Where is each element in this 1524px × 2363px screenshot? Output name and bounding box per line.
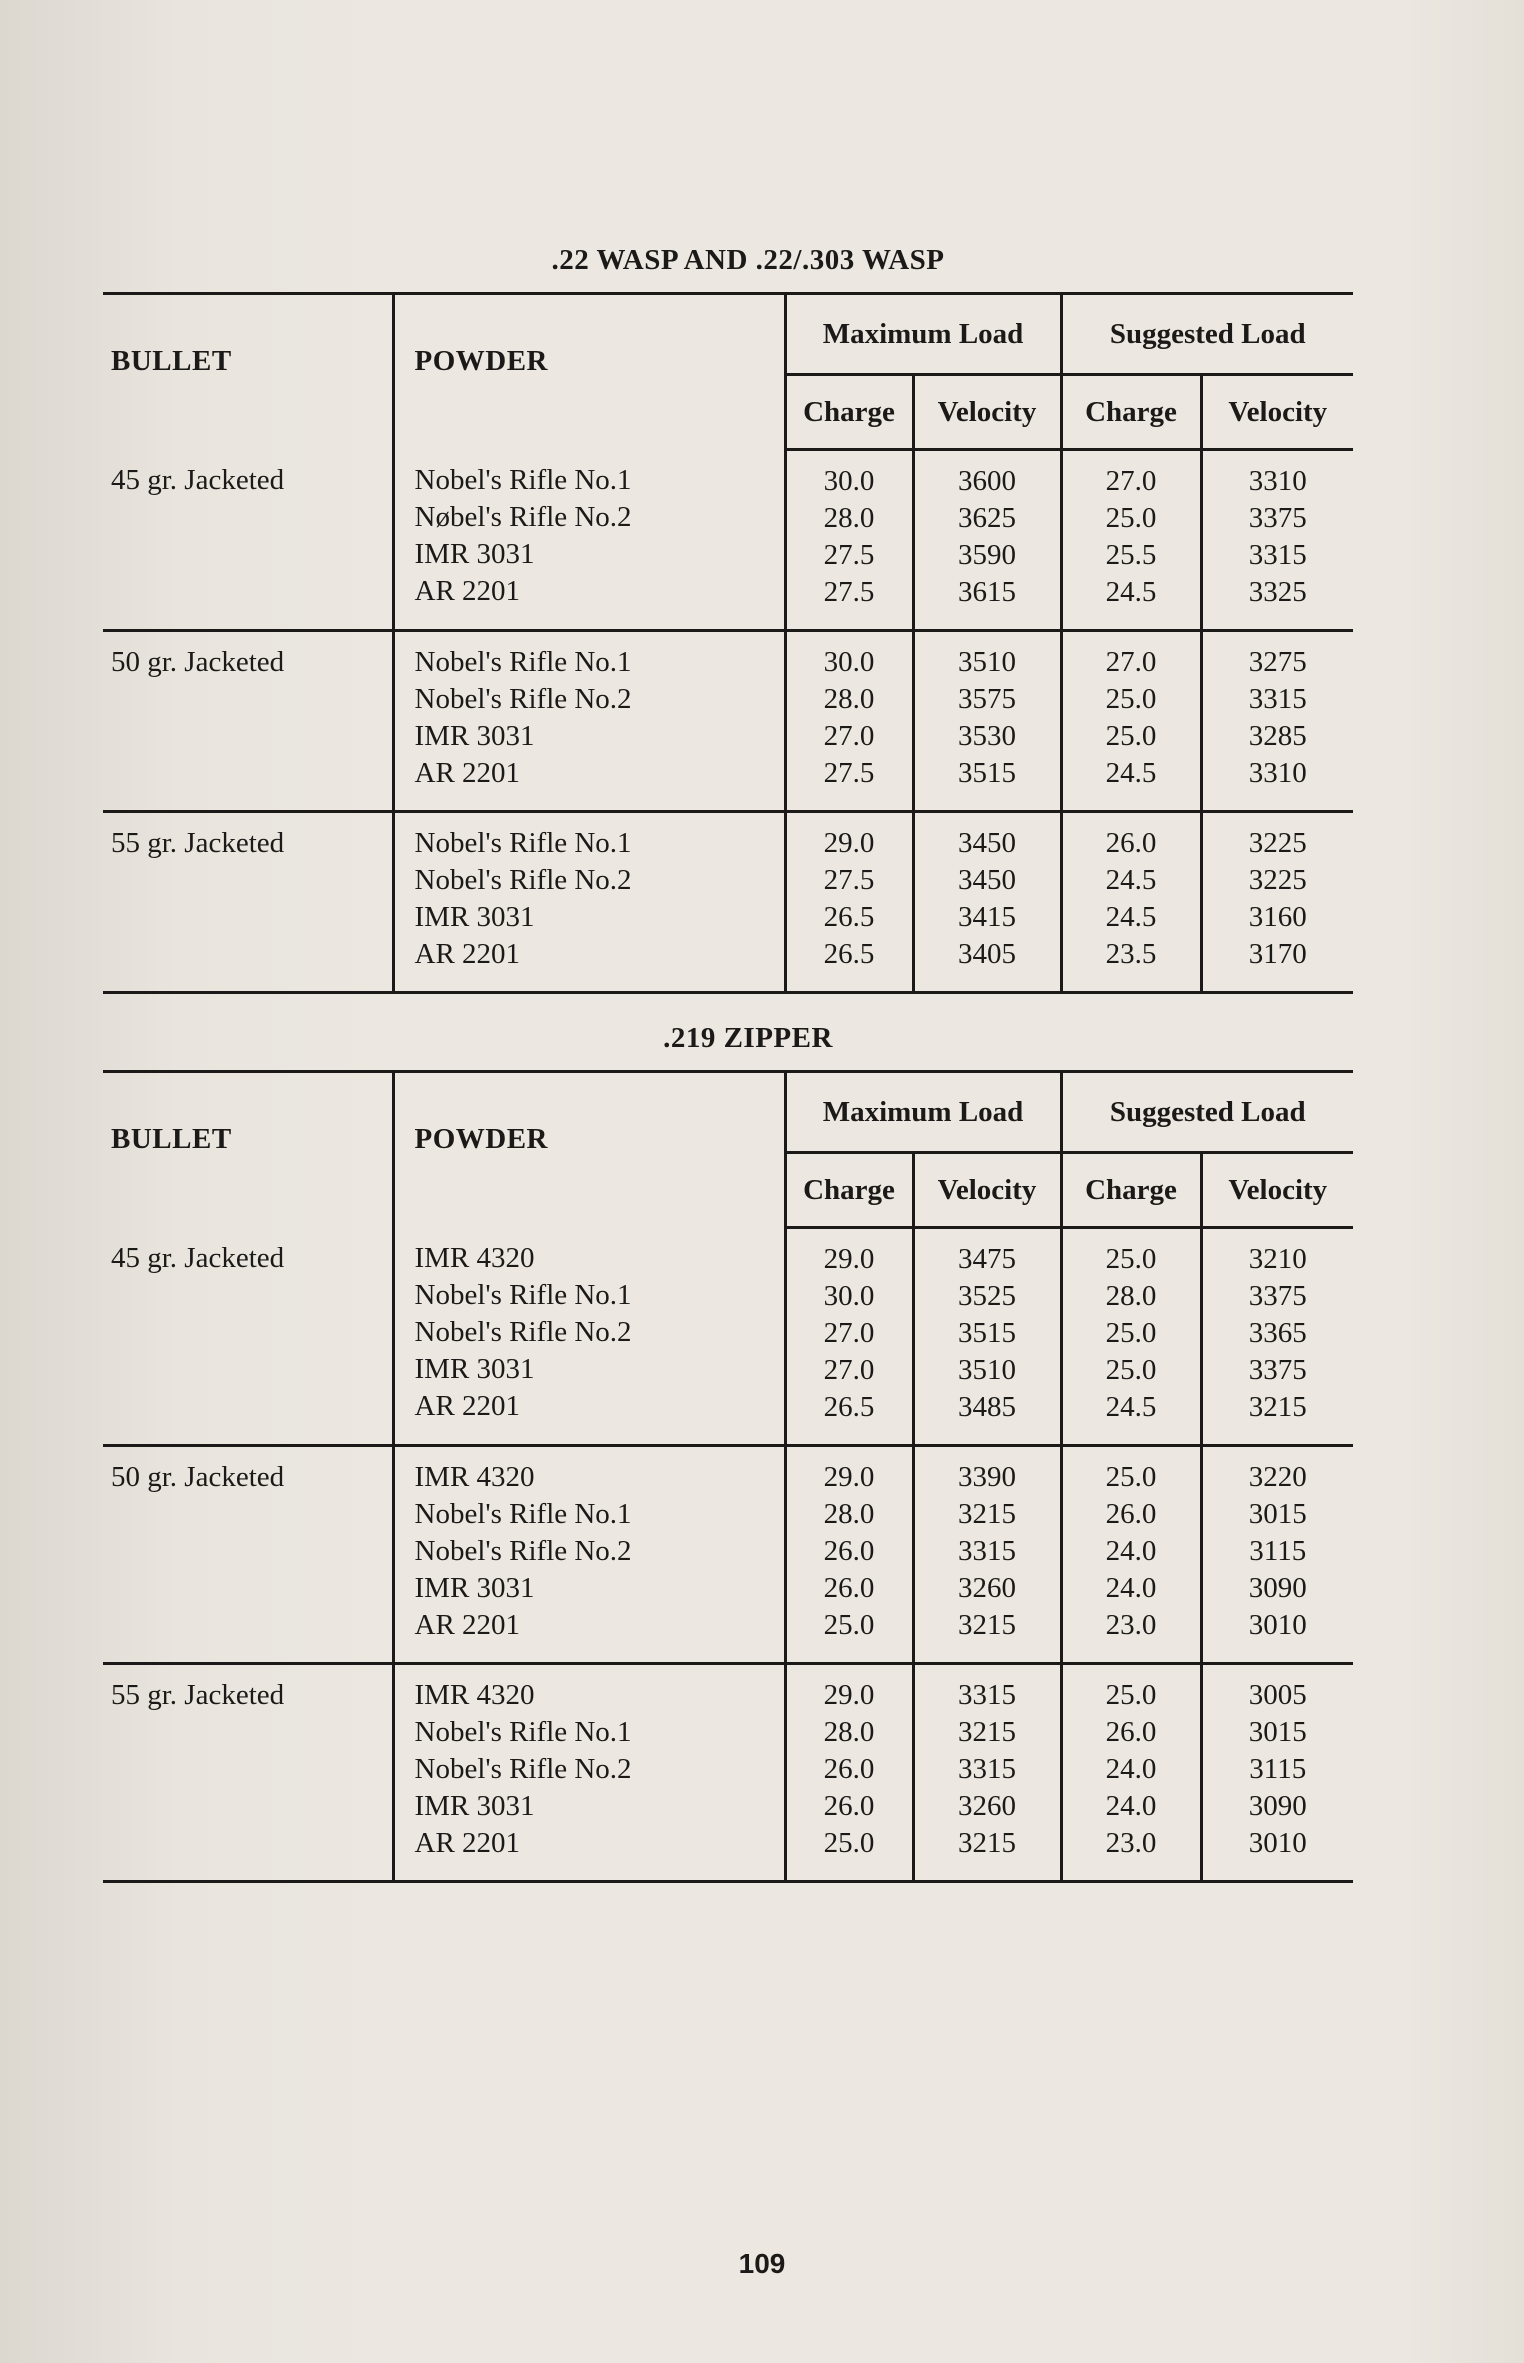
powder-cell: [393, 631, 785, 812]
suggested-charge-value: 24.0: [1105, 1572, 1157, 1604]
max-charge-value: 28.0: [823, 1716, 875, 1748]
powder-value: AR 2201: [414, 574, 521, 607]
max-velocity-value: 3515: [958, 757, 1016, 789]
suggested-charge-value: 24.5: [1105, 864, 1157, 896]
max-charge-header: Charge: [785, 1153, 913, 1228]
suggested-velocity-value: 3225: [1248, 864, 1307, 896]
suggested-velocity-value: 3310: [1248, 465, 1307, 497]
suggested-charge-cell: [1061, 1446, 1201, 1664]
suggested-velocity-value: 3010: [1248, 1609, 1307, 1641]
table-row: [103, 450, 1353, 631]
powder-cell: [393, 1228, 785, 1446]
suggested-charge-value: 26.0: [1105, 827, 1157, 859]
suggested-charge-cell: [1061, 631, 1201, 812]
bullet-cell: [103, 1446, 393, 1664]
suggested-charge-value: 25.0: [1105, 720, 1157, 752]
max-velocity-value: 3485: [958, 1391, 1016, 1423]
table-row: [103, 1664, 1353, 1882]
max-velocity-value: 3450: [958, 864, 1016, 896]
max-charge-value: 28.0: [823, 502, 875, 534]
page-number: 109: [738, 2248, 786, 2279]
powder-cell: [393, 1446, 785, 1664]
max-velocity-cell: [913, 1664, 1061, 1882]
suggested-charge-value: 26.0: [1105, 1498, 1157, 1530]
powder-cell: [393, 1664, 785, 1882]
powder-value: Nobel's Rifle No.1: [414, 1278, 632, 1311]
suggested-charge-value: 25.0: [1105, 1317, 1157, 1349]
load-table-section: [103, 240, 1353, 994]
max-velocity-value: 3215: [958, 1827, 1016, 1859]
suggested-charge-value: 24.0: [1105, 1535, 1157, 1567]
suggested-velocity-value: 3375: [1248, 1280, 1307, 1312]
suggested-velocity-value: 3225: [1248, 827, 1307, 859]
max-velocity-value: 3260: [958, 1572, 1016, 1604]
suggested-velocity-value: 3015: [1248, 1498, 1307, 1530]
max-charge-value: 27.5: [823, 864, 875, 896]
max-charge-value: 25.0: [823, 1609, 875, 1641]
powder-value: Nobel's Rifle No.1: [414, 1498, 632, 1530]
suggested-charge-value: 26.0: [1105, 1716, 1157, 1748]
bullet-label: 50 gr. Jacketed: [111, 646, 285, 678]
max-velocity-value: 3510: [958, 646, 1016, 678]
powder-value: Nobel's Rifle No.1: [414, 1716, 632, 1748]
suggested-velocity-value: 3285: [1248, 720, 1307, 752]
max-charge-value: 30.0: [823, 1280, 875, 1312]
powder-value: Nobel's Rifle No.2: [414, 864, 632, 896]
suggested-velocity-cell: [1201, 1228, 1353, 1446]
max-velocity-value: 3590: [958, 539, 1016, 571]
suggested-charge-value: 24.5: [1105, 1391, 1157, 1423]
max-velocity-cell: [913, 450, 1061, 631]
suggested-charge-value: 24.5: [1105, 757, 1157, 789]
suggested-velocity-value: 3090: [1248, 1790, 1307, 1822]
maximum-load-header: Maximum Load: [785, 294, 1061, 375]
powder-value: IMR 3031: [414, 1572, 535, 1604]
max-velocity-value: 3215: [958, 1498, 1016, 1530]
max-velocity-value: 3415: [958, 901, 1016, 933]
suggested-velocity-value: 3210: [1248, 1243, 1307, 1275]
suggested-charge-value: 27.0: [1105, 465, 1157, 497]
suggested-velocity-value: 3160: [1248, 901, 1307, 933]
load-data-table: [103, 292, 1353, 994]
bullet-label: 45 gr. Jacketed: [111, 1241, 285, 1274]
suggested-charge-value: 24.0: [1105, 1790, 1157, 1822]
suggested-velocity-value: 3005: [1248, 1679, 1307, 1711]
powder-column-header: POWDER: [393, 1072, 785, 1228]
powder-value: Nobel's Rifle No.2: [414, 683, 632, 715]
table-row: [103, 631, 1353, 812]
max-velocity-value: 3625: [958, 502, 1016, 534]
bullet-column-header: BULLET: [111, 1122, 232, 1155]
suggested-charge-value: 23.0: [1105, 1609, 1157, 1641]
powder-value: Nobel's Rifle No.1: [414, 463, 632, 496]
max-velocity-value: 3215: [958, 1609, 1016, 1641]
suggested-velocity-value: 3090: [1248, 1572, 1307, 1604]
suggested-charge-cell: [1061, 812, 1201, 993]
suggested-velocity-cell: [1201, 1664, 1353, 1882]
max-velocity-header: Velocity: [913, 1153, 1061, 1228]
suggested-velocity-value: 3115: [1249, 1535, 1307, 1567]
max-charge-value: 26.0: [823, 1790, 875, 1822]
suggested-charge-value: 24.5: [1105, 901, 1157, 933]
max-charge-value: 26.5: [823, 1391, 875, 1423]
suggested-charge-header: Charge: [1061, 375, 1201, 450]
max-velocity-value: 3600: [958, 465, 1016, 497]
max-charge-value: 27.0: [823, 1317, 875, 1349]
section-title: .22 WASP AND .22/.303 WASP: [551, 244, 945, 276]
suggested-velocity-value: 3325: [1248, 576, 1307, 608]
powder-cell: [393, 450, 785, 631]
suggested-velocity-header: Velocity: [1201, 375, 1353, 450]
max-charge-value: 27.0: [823, 1354, 875, 1386]
bullet-label: 45 gr. Jacketed: [111, 463, 285, 496]
suggested-velocity-value: 3315: [1248, 683, 1307, 715]
max-velocity-value: 3525: [958, 1280, 1016, 1312]
powder-value: AR 2201: [414, 757, 521, 789]
max-charge-value: 29.0: [823, 1243, 875, 1275]
max-charge-value: 28.0: [823, 1498, 875, 1530]
max-charge-value: 27.5: [823, 757, 875, 789]
max-velocity-cell: [913, 812, 1061, 993]
suggested-velocity-cell: [1201, 450, 1353, 631]
max-charge-value: 26.5: [823, 901, 875, 933]
max-charge-cell: [785, 1228, 913, 1446]
suggested-velocity-value: 3310: [1248, 757, 1307, 789]
max-velocity-cell: [913, 1228, 1061, 1446]
max-charge-value: 29.0: [823, 827, 875, 859]
bullet-label: 55 gr. Jacketed: [111, 827, 285, 859]
suggested-load-header: Suggested Load: [1061, 1072, 1353, 1153]
bullet-cell: [103, 631, 393, 812]
powder-value: Nøbel's Rifle No.2: [414, 500, 632, 533]
bullet-column-header: BULLET: [111, 344, 232, 377]
max-charge-cell: [785, 812, 913, 993]
max-velocity-value: 3475: [958, 1243, 1016, 1275]
max-velocity-value: 3315: [958, 1679, 1016, 1711]
max-velocity-value: 3575: [958, 683, 1016, 715]
bullet-cell: [103, 1664, 393, 1882]
max-charge-value: 27.5: [823, 539, 875, 571]
suggested-velocity-value: 3365: [1248, 1317, 1307, 1349]
powder-value: IMR 3031: [414, 537, 535, 570]
max-charge-value: 26.0: [823, 1572, 875, 1604]
suggested-charge-value: 25.0: [1105, 1243, 1157, 1275]
load-data-table: [103, 1070, 1353, 1883]
suggested-charge-header: Charge: [1061, 1153, 1201, 1228]
powder-value: IMR 3031: [414, 1790, 535, 1822]
suggested-charge-cell: [1061, 1664, 1201, 1882]
powder-value: AR 2201: [414, 938, 521, 970]
powder-value: IMR 4320: [414, 1241, 535, 1274]
powder-value: IMR 4320: [414, 1461, 535, 1493]
max-velocity-value: 3215: [958, 1716, 1016, 1748]
suggested-velocity-value: 3220: [1248, 1461, 1307, 1493]
max-velocity-value: 3390: [958, 1461, 1016, 1493]
max-charge-value: 28.0: [823, 683, 875, 715]
table-row: [103, 812, 1353, 993]
max-charge-value: 26.0: [823, 1535, 875, 1567]
section-title: .219 ZIPPER: [663, 1022, 833, 1054]
suggested-charge-value: 25.0: [1105, 1679, 1157, 1711]
table-row: [103, 1446, 1353, 1664]
max-velocity-value: 3260: [958, 1790, 1016, 1822]
max-charge-value: 27.5: [823, 576, 875, 608]
suggested-velocity-value: 3115: [1249, 1753, 1307, 1785]
max-charge-value: 25.0: [823, 1827, 875, 1859]
max-velocity-value: 3315: [958, 1535, 1016, 1567]
max-velocity-value: 3315: [958, 1753, 1016, 1785]
suggested-velocity-value: 3315: [1248, 539, 1307, 571]
max-charge-value: 29.0: [823, 1461, 875, 1493]
bullet-cell: [103, 450, 393, 631]
powder-value: IMR 4320: [414, 1679, 535, 1711]
suggested-charge-value: 23.5: [1105, 938, 1157, 970]
suggested-charge-cell: [1061, 1228, 1201, 1446]
suggested-velocity-header: Velocity: [1201, 1153, 1353, 1228]
max-charge-cell: [785, 450, 913, 631]
suggested-charge-value: 25.0: [1105, 683, 1157, 715]
suggested-charge-value: 23.0: [1105, 1827, 1157, 1859]
powder-value: Nobel's Rifle No.1: [414, 827, 632, 859]
powder-value: IMR 3031: [414, 901, 535, 933]
max-charge-value: 27.0: [823, 720, 875, 752]
max-velocity-value: 3530: [958, 720, 1016, 752]
table-row: [103, 1228, 1353, 1446]
suggested-velocity-cell: [1201, 631, 1353, 812]
max-velocity-value: 3615: [958, 576, 1016, 608]
powder-cell: [393, 812, 785, 993]
suggested-load-header: Suggested Load: [1061, 294, 1353, 375]
max-charge-value: 30.0: [823, 646, 875, 678]
max-charge-cell: [785, 1446, 913, 1664]
load-table-section: [103, 1018, 1353, 1883]
suggested-velocity-cell: [1201, 812, 1353, 993]
powder-value: Nobel's Rifle No.2: [414, 1315, 632, 1348]
max-velocity-value: 3515: [958, 1317, 1016, 1349]
max-charge-cell: [785, 1664, 913, 1882]
suggested-charge-value: 25.0: [1105, 1354, 1157, 1386]
suggested-charge-value: 25.0: [1105, 502, 1157, 534]
powder-value: Nobel's Rifle No.2: [414, 1753, 632, 1785]
powder-value: Nobel's Rifle No.2: [414, 1535, 632, 1567]
suggested-velocity-value: 3275: [1248, 646, 1307, 678]
max-velocity-value: 3510: [958, 1354, 1016, 1386]
max-charge-cell: [785, 631, 913, 812]
suggested-velocity-value: 3375: [1248, 1354, 1307, 1386]
powder-value: AR 2201: [414, 1389, 521, 1422]
max-charge-value: 29.0: [823, 1679, 875, 1711]
suggested-charge-value: 25.5: [1105, 539, 1157, 571]
suggested-velocity-cell: [1201, 1446, 1353, 1664]
suggested-velocity-value: 3375: [1248, 502, 1307, 534]
powder-column-header: POWDER: [393, 294, 785, 450]
powder-value: Nobel's Rifle No.1: [414, 646, 632, 678]
max-velocity-value: 3405: [958, 938, 1016, 970]
max-charge-value: 30.0: [823, 465, 875, 497]
suggested-velocity-value: 3010: [1248, 1827, 1307, 1859]
maximum-load-header: Maximum Load: [785, 1072, 1061, 1153]
suggested-charge-value: 27.0: [1105, 646, 1157, 678]
bullet-label: 55 gr. Jacketed: [111, 1679, 285, 1711]
powder-value: AR 2201: [414, 1827, 521, 1859]
powder-value: AR 2201: [414, 1609, 521, 1641]
bullet-cell: [103, 1228, 393, 1446]
suggested-charge-value: 24.5: [1105, 576, 1157, 608]
bullet-cell: [103, 812, 393, 993]
bullet-label: 50 gr. Jacketed: [111, 1461, 285, 1493]
max-charge-header: Charge: [785, 375, 913, 450]
suggested-charge-value: 24.0: [1105, 1753, 1157, 1785]
powder-value: IMR 3031: [414, 1352, 535, 1385]
max-velocity-cell: [913, 1446, 1061, 1664]
max-velocity-cell: [913, 631, 1061, 812]
max-charge-value: 26.0: [823, 1753, 875, 1785]
suggested-charge-value: 25.0: [1105, 1461, 1157, 1493]
suggested-velocity-value: 3215: [1248, 1391, 1307, 1423]
max-velocity-value: 3450: [958, 827, 1016, 859]
max-charge-value: 26.5: [823, 938, 875, 970]
suggested-charge-cell: [1061, 450, 1201, 631]
suggested-charge-value: 28.0: [1105, 1280, 1157, 1312]
powder-value: IMR 3031: [414, 720, 535, 752]
max-velocity-header: Velocity: [913, 375, 1061, 450]
suggested-velocity-value: 3170: [1248, 938, 1307, 970]
suggested-velocity-value: 3015: [1248, 1716, 1307, 1748]
